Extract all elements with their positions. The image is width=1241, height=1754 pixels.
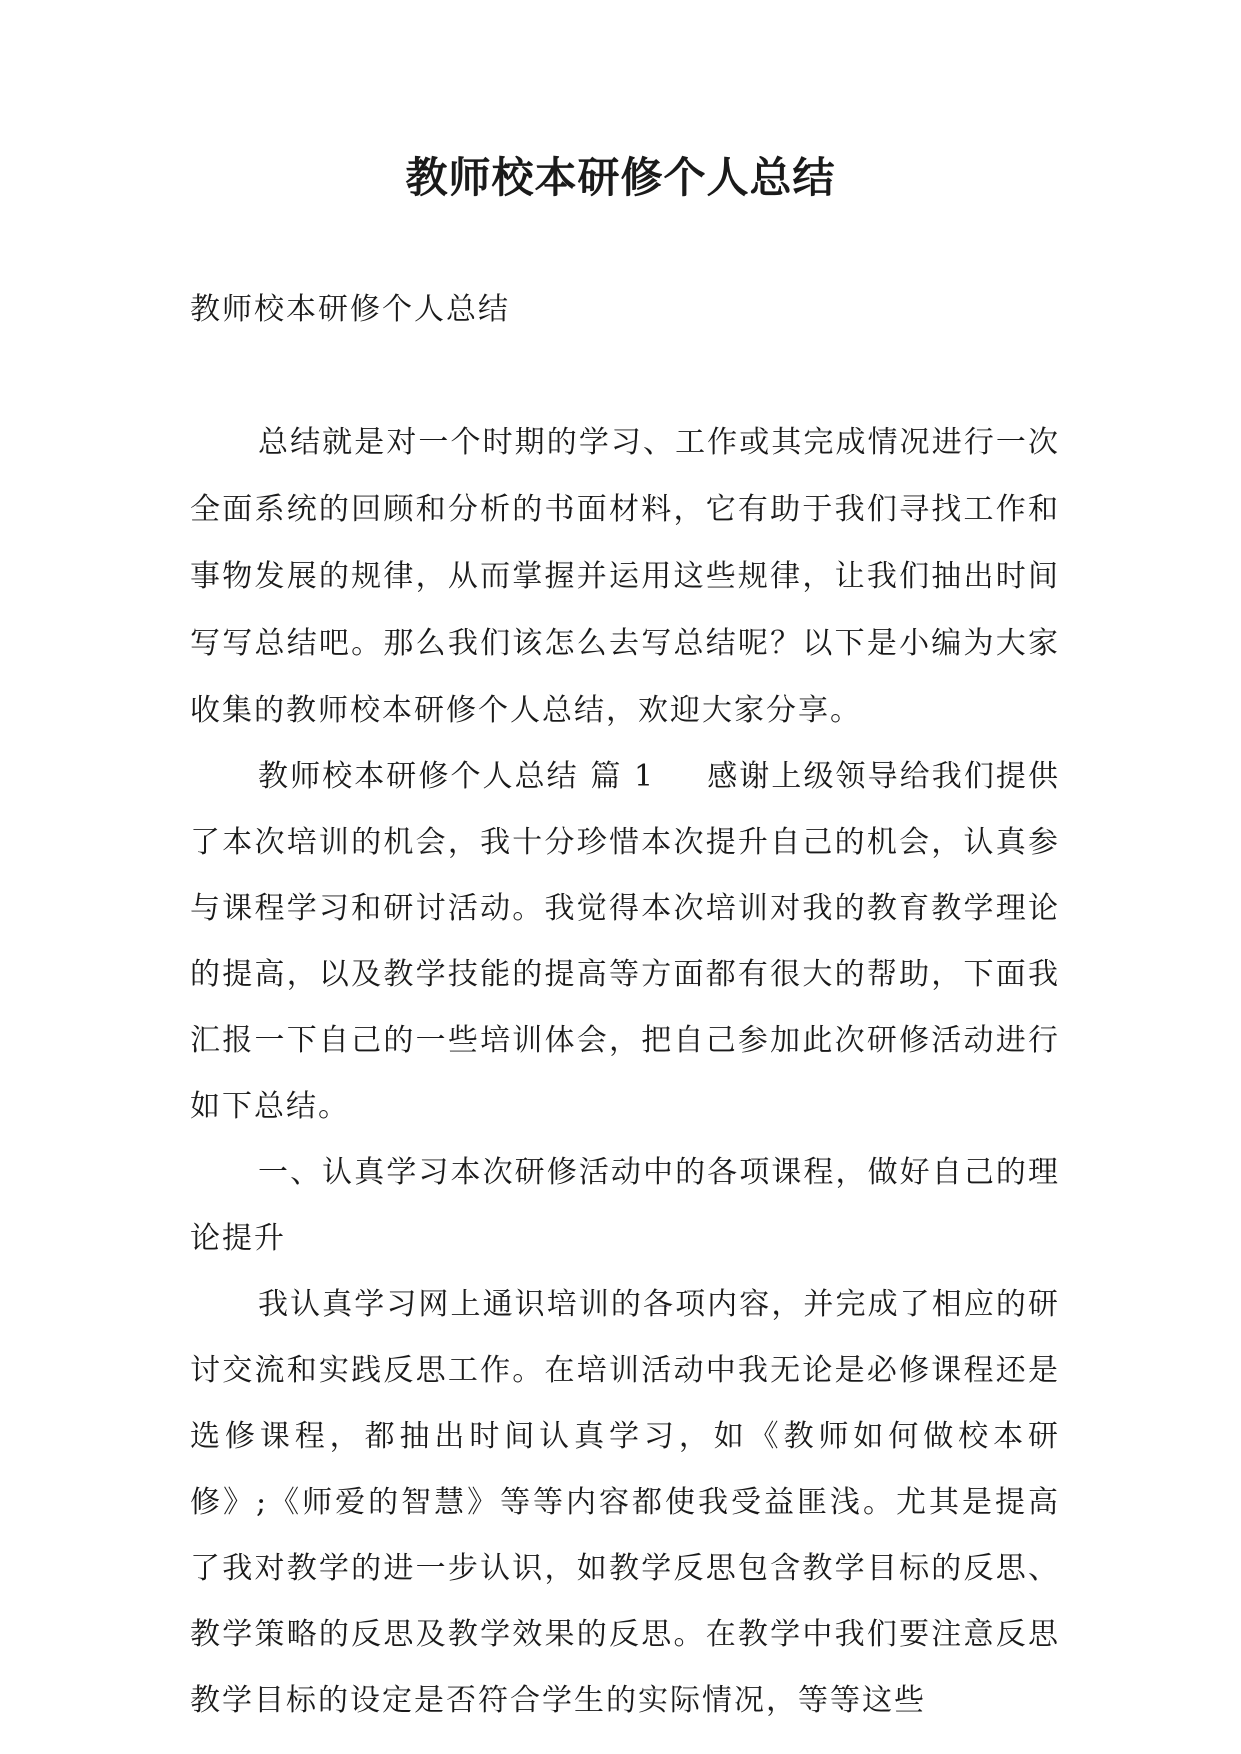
document-body bbox=[190, 409, 1060, 1734]
section-one-heading: 教师校本研修个人总结 篇 1 bbox=[258, 759, 656, 794]
document-subtitle: 教师校本研修个人总结 bbox=[190, 292, 510, 327]
section-one-text: 感谢上级领导给我们提供了本次培训的机会，我十分珍惜本次提升自己的机会，认真参与课程学习和研讨活动。我觉得本次培训对我的教育教学理论的提高，以及教学技能的提高等方面都有很大的帮助，下面我汇报一下自己的一些培训体会，把自己参加此次研修活动进行如下总结。 bbox=[190, 759, 1060, 1124]
intro-paragraph: 总结就是对一个时期的学习、工作或其完成情况进行一次全面系统的回顾和分析的书面材料，它有助于我们寻找工作和事物发展的规律，从而掌握并运用这些规律，让我们抽出时间写写总结吧。那么我们该怎么去写总结呢？以下是小编为大家收集的教师校本研修个人总结，欢迎大家分享。 bbox=[190, 425, 1060, 728]
document-title: 教师校本研修个人总结 bbox=[405, 153, 836, 202]
section-one-paragraph bbox=[190, 744, 1060, 1140]
study-paragraph: 我认真学习网上通识培训的各项内容，并完成了相应的研讨交流和实践反思工作。在培训活动中我无论是必修课程还是选修课程，都抽出时间认真学习，如《教师如何做校本研修》;《师爱的智慧》等等内容都使我受益匪浅。尤其是提高了我对教学的进一步认识，如教学反思包含教学目标的反思、教学策略的反思及教学效果的反思。在教学中我们要注意反思教学目标的设定是否符合学生的实际情况，等等这些 bbox=[190, 1287, 1060, 1718]
section-heading-paragraph: 一、认真学习本次研修活动中的各项课程，做好自己的理论提升 bbox=[190, 1155, 1060, 1256]
